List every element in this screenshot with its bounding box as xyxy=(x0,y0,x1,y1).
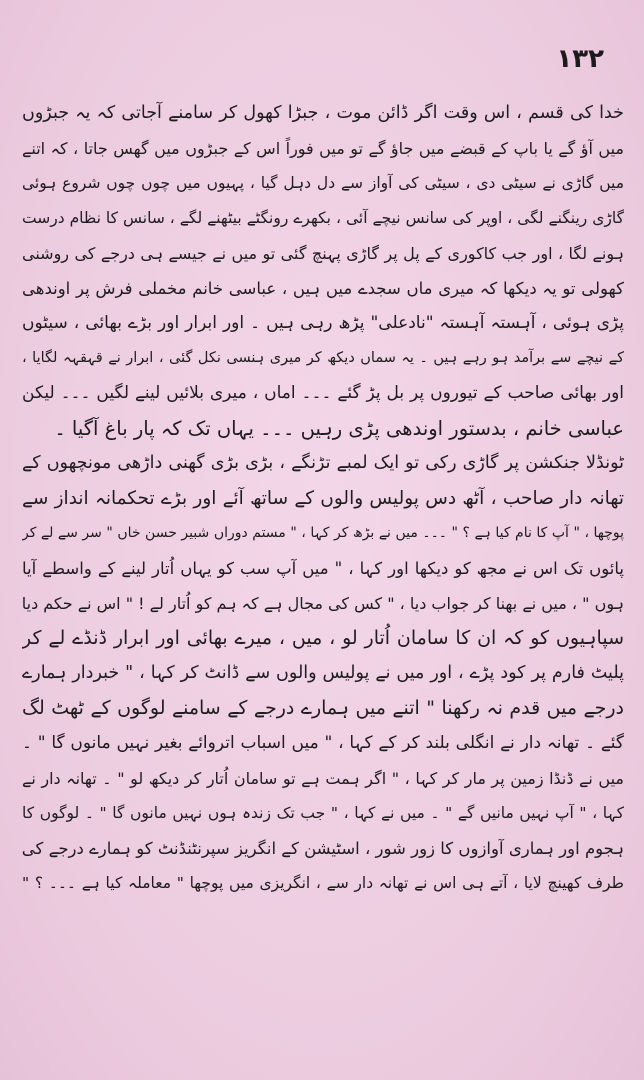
text-line: کھولی تو یہ دیکھا کہ میری ماں سجدے میں ہیں ، عباسی خانم مخملی فرش پر اوندھی xyxy=(22,279,624,298)
text-line: طرف کھینچ لایا ، آتے ہی اس نے تھانہ دار سے ، انگریزی میں پوچھا " معاملہ کیا ہے ۔۔۔ ؟ " xyxy=(22,874,624,892)
text-line: ہونے لگا ، اور جب کاکوری کے پل پر گاڑی پہنچ گئی تو میں نے جیسے ہی درجے کی روشنی xyxy=(22,244,624,263)
text-line: کے نیچے سے برآمد ہو رہے ہیں ۔ یہ سماں دیکھ کر میری ہنسی نکل گئی ، ابرار نے قہقہہ لگایا ، xyxy=(22,350,624,366)
text-line: پڑی ہوئی ، آہستہ آہستہ "نادعلی" پڑھ رہی ہیں ۔ اور ابرار اور بڑے بھائی ، سیٹوں xyxy=(22,313,624,333)
text-line: درجے میں قدم نہ رکھنا " اتنے میں ہمارے درجے کے سامنے لوگوں کے ٹھٹ لگ xyxy=(22,697,624,719)
text-line: میں آؤ گے یا باپ کے قبضے میں جاؤ گے تو میں فوراً اس کے جبڑوں میں گھس جاتا ، کہ اتنے xyxy=(22,139,624,158)
text-line: گئے ۔ تھانہ دار نے انگلی بلند کر کے کہا ، " میں اسباب اتروائے بغیر نہیں مانوں گا " ۔ xyxy=(22,733,624,753)
text-line: ہجوم اور ہماری آوازوں کا زور شور ، اسٹیشن کے انگریز سپرنٹنڈنٹ کو ہمارے درجے کی xyxy=(22,839,624,858)
text-line: میں گاڑی نے سیٹی دی ، سیٹی کی آواز سے دل دہل گیا ، پہیوں میں چوں چوں شروع ہوئی xyxy=(22,174,624,192)
text-line: تھانہ دار صاحب ، آٹھ دس پولیس والوں کے ساتھ آئے اور بڑے تحکمانہ انداز سے xyxy=(22,488,624,509)
body-text xyxy=(22,96,624,901)
text-line: سپاہیوں کو کہ ان کا سامان اُتار لو ، میں ، میرے بھائی اور ابرار ڈنڈے لے کر xyxy=(22,627,624,649)
text-line: پوچھا ، " آپ کا نام کیا ہے ؟ " ۔۔۔ میں نے بڑھ کر کہا ، " مستم دوراں شبیر حسن خاں " سر سے لے کر xyxy=(22,525,624,541)
text-line: پلیٹ فارم پر کود پڑے ، اور میں نے پولیس والوں سے ڈانٹ کر کہا ، " خبردار ہمارے xyxy=(22,663,624,683)
text-line: کہا ، " آپ نہیں مانیں گے " ۔ میں نے کہا ، " جب تک زندہ ہوں نہیں مانوں گا " ۔ لوگوں کا xyxy=(22,804,624,822)
text-line: خدا کی قسم ، اس وقت اگر ڈائن موت ، جبڑا کھول کر سامنے آجاتی کہ یہ جبڑوں xyxy=(22,103,624,123)
text-line: اور بھائی صاحب کے تیوروں پر بل پڑ گئے ۔۔۔ اماں ، میری بلائیں لینے لگیں ۔۔۔ لیکن xyxy=(22,383,624,403)
page-number: ١٣٢ xyxy=(556,44,604,74)
text-line: ٹونڈلا جنکشن پر گاڑی رکی تو ایک لمبے تڑنگے ، بڑی بڑی گھنی داڑھی مونچھوں کے xyxy=(22,453,624,473)
text-line: ہوں " ، میں نے بھنا کر جواب دیا ، " کس کی مجال ہے کہ ہم کو اُتار لے ! " اس نے حکم دیا xyxy=(22,594,624,613)
text-line: میں نے ڈنڈا زمین پر مار کر کہا ، " اگر ہمت ہے تو سامان اُتار کر دیکھ لو " ۔ تھانہ دار نے xyxy=(22,769,624,788)
text-line: گاڑی رینگنے لگی ، اوپر کی سانس نیچے آئی ، بکھرے رونگٹے بیٹھنے لگے ، سانس کا نظام درست xyxy=(22,209,624,227)
text-line: عباسی خانم ، بدستور اوندھی پڑی رہیں ۔۔۔ یہاں تک کہ پار باغ آگیا ۔ xyxy=(54,417,624,440)
text-line: پائوں تک اس نے مجھ کو دیکھا اور کہا ، " میں آپ سب کو یہاں اُتار لینے کے واسطے آیا xyxy=(22,559,624,578)
